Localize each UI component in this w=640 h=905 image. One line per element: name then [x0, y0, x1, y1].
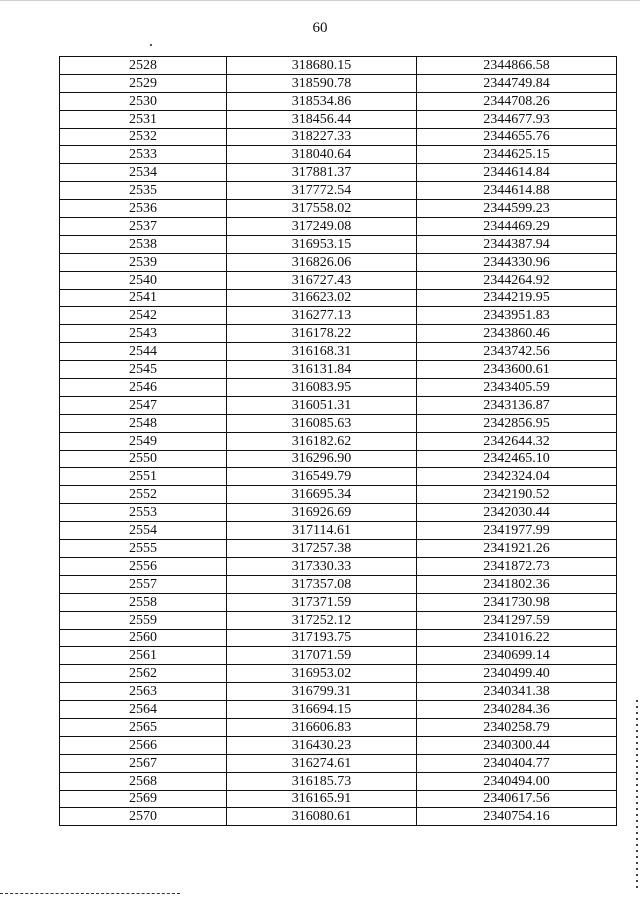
point-id-cell: 2565 [60, 718, 227, 736]
table-row [60, 128, 617, 146]
point-id-cell: 2556 [60, 557, 227, 575]
table-row [60, 361, 617, 379]
table-row [60, 575, 617, 593]
table-row [60, 182, 617, 200]
y-coordinate-cell: 2344749.84 [417, 74, 617, 92]
x-coordinate-cell: 317371.59 [227, 593, 417, 611]
table-row [60, 557, 617, 575]
y-coordinate-cell: 2343405.59 [417, 379, 617, 397]
y-coordinate-cell: 2340300.44 [417, 736, 617, 754]
y-coordinate-cell: 2340341.38 [417, 683, 617, 701]
table-row [60, 701, 617, 719]
table-row [60, 164, 617, 182]
point-id-cell: 2537 [60, 218, 227, 236]
point-id-cell: 2536 [60, 200, 227, 218]
table-row [60, 253, 617, 271]
y-coordinate-cell: 2343600.61 [417, 361, 617, 379]
point-id-cell: 2570 [60, 808, 227, 826]
y-coordinate-cell: 2341977.99 [417, 522, 617, 540]
table-row [60, 289, 617, 307]
point-id-cell: 2528 [60, 57, 227, 75]
point-id-cell: 2558 [60, 593, 227, 611]
table-row [60, 754, 617, 772]
table-row [60, 432, 617, 450]
y-coordinate-cell: 2344330.96 [417, 253, 617, 271]
point-id-cell: 2554 [60, 522, 227, 540]
point-id-cell: 2544 [60, 343, 227, 361]
x-coordinate-cell: 317357.08 [227, 575, 417, 593]
x-coordinate-cell: 316694.15 [227, 701, 417, 719]
y-coordinate-cell: 2340699.14 [417, 647, 617, 665]
table-row [60, 540, 617, 558]
x-coordinate-cell: 316080.61 [227, 808, 417, 826]
point-id-cell: 2540 [60, 271, 227, 289]
x-coordinate-cell: 316826.06 [227, 253, 417, 271]
x-coordinate-cell: 316083.95 [227, 379, 417, 397]
point-id-cell: 2534 [60, 164, 227, 182]
table-row [60, 325, 617, 343]
point-id-cell: 2542 [60, 307, 227, 325]
x-coordinate-cell: 316131.84 [227, 361, 417, 379]
table-row [60, 146, 617, 164]
point-id-cell: 2550 [60, 450, 227, 468]
y-coordinate-cell: 2344677.93 [417, 110, 617, 128]
y-coordinate-cell: 2342324.04 [417, 468, 617, 486]
y-coordinate-cell: 2343136.87 [417, 396, 617, 414]
y-coordinate-cell: 2343951.83 [417, 307, 617, 325]
table-row [60, 92, 617, 110]
scan-edge-mark [636, 700, 638, 890]
y-coordinate-cell: 2344614.84 [417, 164, 617, 182]
y-coordinate-cell: 2341016.22 [417, 629, 617, 647]
x-coordinate-cell: 316695.34 [227, 486, 417, 504]
point-id-cell: 2547 [60, 396, 227, 414]
point-id-cell: 2539 [60, 253, 227, 271]
y-coordinate-cell: 2342465.10 [417, 450, 617, 468]
x-coordinate-cell: 317881.37 [227, 164, 417, 182]
table-row [60, 718, 617, 736]
point-id-cell: 2569 [60, 790, 227, 808]
y-coordinate-cell: 2340284.36 [417, 701, 617, 719]
point-id-cell: 2559 [60, 611, 227, 629]
x-coordinate-cell: 316953.02 [227, 665, 417, 683]
y-coordinate-cell: 2340404.77 [417, 754, 617, 772]
table-row [60, 736, 617, 754]
table-row [60, 790, 617, 808]
table-row [60, 343, 617, 361]
y-coordinate-cell: 2341297.59 [417, 611, 617, 629]
point-id-cell: 2566 [60, 736, 227, 754]
point-id-cell: 2561 [60, 647, 227, 665]
y-coordinate-cell: 2341872.73 [417, 557, 617, 575]
y-coordinate-cell: 2340494.00 [417, 772, 617, 790]
x-coordinate-cell: 316182.62 [227, 432, 417, 450]
y-coordinate-cell: 2342644.32 [417, 432, 617, 450]
x-coordinate-cell: 317249.08 [227, 218, 417, 236]
y-coordinate-cell: 2344708.26 [417, 92, 617, 110]
point-id-cell: 2557 [60, 575, 227, 593]
table-row [60, 665, 617, 683]
x-coordinate-cell: 316274.61 [227, 754, 417, 772]
coordinates-table-body [60, 57, 617, 826]
point-id-cell: 2560 [60, 629, 227, 647]
y-coordinate-cell: 2344614.88 [417, 182, 617, 200]
table-row [60, 468, 617, 486]
table-row [60, 593, 617, 611]
point-id-cell: 2553 [60, 504, 227, 522]
x-coordinate-cell: 316165.91 [227, 790, 417, 808]
table-row [60, 235, 617, 253]
table-row [60, 200, 617, 218]
table-row [60, 450, 617, 468]
y-coordinate-cell: 2344264.92 [417, 271, 617, 289]
table-row [60, 57, 617, 75]
x-coordinate-cell: 318680.15 [227, 57, 417, 75]
point-id-cell: 2546 [60, 379, 227, 397]
point-id-cell: 2564 [60, 701, 227, 719]
table-row [60, 271, 617, 289]
y-coordinate-cell: 2343742.56 [417, 343, 617, 361]
table-row [60, 414, 617, 432]
x-coordinate-cell: 316549.79 [227, 468, 417, 486]
y-coordinate-cell: 2344387.94 [417, 235, 617, 253]
x-coordinate-cell: 318040.64 [227, 146, 417, 164]
x-coordinate-cell: 316727.43 [227, 271, 417, 289]
x-coordinate-cell: 317330.33 [227, 557, 417, 575]
x-coordinate-cell: 317114.61 [227, 522, 417, 540]
point-id-cell: 2530 [60, 92, 227, 110]
point-id-cell: 2538 [60, 235, 227, 253]
y-coordinate-cell: 2344219.95 [417, 289, 617, 307]
x-coordinate-cell: 316799.31 [227, 683, 417, 701]
point-id-cell: 2535 [60, 182, 227, 200]
point-id-cell: 2532 [60, 128, 227, 146]
top-rule [0, 0, 640, 1]
point-id-cell: 2548 [60, 414, 227, 432]
x-coordinate-cell: 316178.22 [227, 325, 417, 343]
y-coordinate-cell: 2341802.36 [417, 575, 617, 593]
point-id-cell: 2551 [60, 468, 227, 486]
y-coordinate-cell: 2341921.26 [417, 540, 617, 558]
y-coordinate-cell: 2340499.40 [417, 665, 617, 683]
x-coordinate-cell: 316296.90 [227, 450, 417, 468]
footer-rule [0, 893, 180, 895]
point-id-cell: 2545 [60, 361, 227, 379]
point-id-cell: 2531 [60, 110, 227, 128]
x-coordinate-cell: 318227.33 [227, 128, 417, 146]
point-id-cell: 2568 [60, 772, 227, 790]
point-id-cell: 2563 [60, 683, 227, 701]
table-row [60, 629, 617, 647]
y-coordinate-cell: 2340754.16 [417, 808, 617, 826]
table-row [60, 110, 617, 128]
page-number: 60 [312, 20, 328, 36]
table-row [60, 218, 617, 236]
point-id-cell: 2552 [60, 486, 227, 504]
y-coordinate-cell: 2342190.52 [417, 486, 617, 504]
x-coordinate-cell: 316085.63 [227, 414, 417, 432]
x-coordinate-cell: 318534.86 [227, 92, 417, 110]
x-coordinate-cell: 318456.44 [227, 110, 417, 128]
table-row [60, 74, 617, 92]
y-coordinate-cell: 2344469.29 [417, 218, 617, 236]
x-coordinate-cell: 316277.13 [227, 307, 417, 325]
x-coordinate-cell: 316430.23 [227, 736, 417, 754]
coordinates-table [59, 56, 617, 826]
y-coordinate-cell: 2342856.95 [417, 414, 617, 432]
table-row [60, 396, 617, 414]
x-coordinate-cell: 316623.02 [227, 289, 417, 307]
y-coordinate-cell: 2344625.15 [417, 146, 617, 164]
y-coordinate-cell: 2344866.58 [417, 57, 617, 75]
point-id-cell: 2567 [60, 754, 227, 772]
point-id-cell: 2555 [60, 540, 227, 558]
x-coordinate-cell: 316185.73 [227, 772, 417, 790]
x-coordinate-cell: 317772.54 [227, 182, 417, 200]
point-id-cell: 2562 [60, 665, 227, 683]
y-coordinate-cell: 2340617.56 [417, 790, 617, 808]
x-coordinate-cell: 316953.15 [227, 235, 417, 253]
y-coordinate-cell: 2341730.98 [417, 593, 617, 611]
table-row [60, 379, 617, 397]
point-id-cell: 2533 [60, 146, 227, 164]
point-id-cell: 2543 [60, 325, 227, 343]
x-coordinate-cell: 316051.31 [227, 396, 417, 414]
table-row [60, 486, 617, 504]
x-coordinate-cell: 317252.12 [227, 611, 417, 629]
x-coordinate-cell: 316926.69 [227, 504, 417, 522]
y-coordinate-cell: 2342030.44 [417, 504, 617, 522]
table-row [60, 772, 617, 790]
point-id-cell: 2549 [60, 432, 227, 450]
table-row [60, 504, 617, 522]
y-coordinate-cell: 2343860.46 [417, 325, 617, 343]
table-row [60, 307, 617, 325]
x-coordinate-cell: 316606.83 [227, 718, 417, 736]
table-row [60, 647, 617, 665]
scan-dot [150, 44, 152, 46]
x-coordinate-cell: 317071.59 [227, 647, 417, 665]
x-coordinate-cell: 317558.02 [227, 200, 417, 218]
y-coordinate-cell: 2344655.76 [417, 128, 617, 146]
table-row [60, 683, 617, 701]
table-row [60, 808, 617, 826]
table-row [60, 522, 617, 540]
y-coordinate-cell: 2340258.79 [417, 718, 617, 736]
x-coordinate-cell: 317193.75 [227, 629, 417, 647]
point-id-cell: 2529 [60, 74, 227, 92]
x-coordinate-cell: 317257.38 [227, 540, 417, 558]
table-row [60, 611, 617, 629]
y-coordinate-cell: 2344599.23 [417, 200, 617, 218]
x-coordinate-cell: 318590.78 [227, 74, 417, 92]
x-coordinate-cell: 316168.31 [227, 343, 417, 361]
point-id-cell: 2541 [60, 289, 227, 307]
